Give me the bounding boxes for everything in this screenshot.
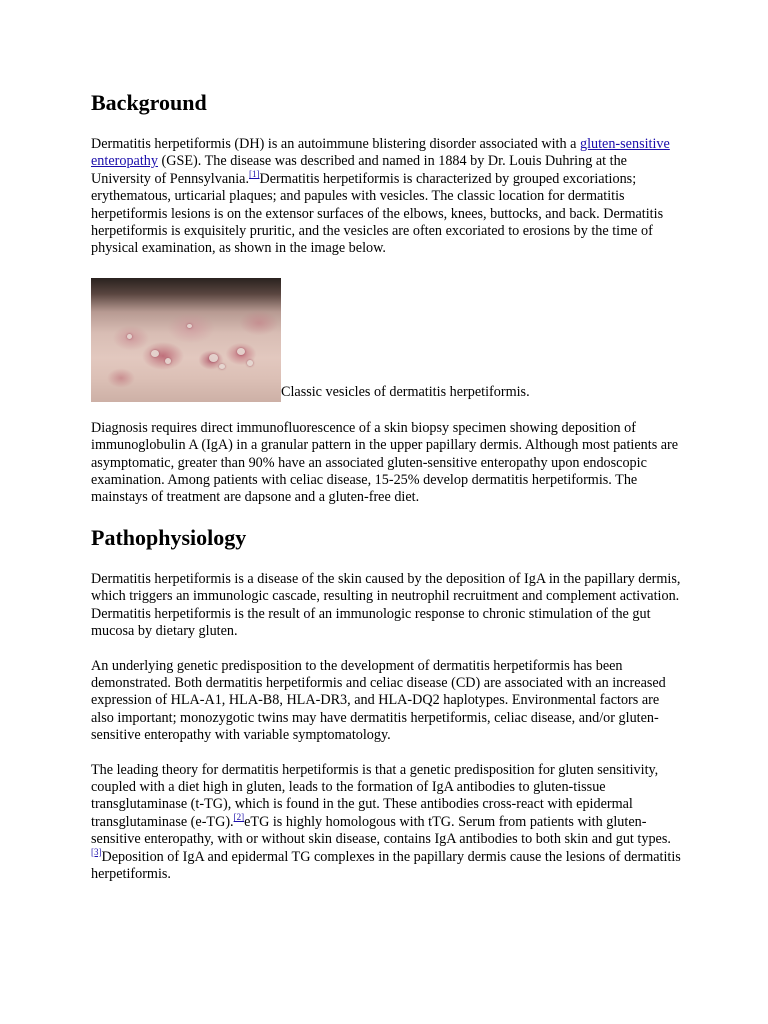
pathophysiology-paragraph-1: Dermatitis herpetiformis is a disease of the skin caused by the deposition of IgA in the papillary dermis, which triggers an immunologic cascade, resulting in neutrophil recruitment and complement activation. Dermatitis herpetiformis is the result of an immunologic response to chronic stimulation of the gut mucosa by dietary gluten. bbox=[91, 570, 681, 640]
figure bbox=[91, 278, 681, 402]
background-paragraph-1 bbox=[91, 136, 681, 258]
section-heading-pathophysiology: Pathophysiology bbox=[91, 524, 247, 550]
text-run: eTG is highly homologous with tTG. Serum from patients with gluten-sensitive enteropathy, with or without skin disease, contains IgA antibodies to both skin and gut types. bbox=[91, 813, 671, 848]
reference-2-link[interactable]: [2] bbox=[233, 811, 245, 822]
gluten-sensitive-enteropathy-link[interactable]: gluten-sensitive enteropathy bbox=[91, 136, 670, 170]
reference-1 bbox=[249, 169, 260, 179]
figure-caption: Classic vesicles of dermatitis herpetiformis. bbox=[281, 384, 530, 401]
section-heading-background: Background bbox=[91, 90, 207, 115]
text-run: Deposition of IgA and epidermal TG complexes in the papillary dermis cause the lesions of dermatitis herpetiformis. bbox=[91, 848, 681, 882]
reference-2 bbox=[234, 812, 245, 822]
reference-3-link[interactable]: [3] bbox=[91, 846, 102, 857]
dermatitis-vesicles-image[interactable] bbox=[91, 278, 281, 402]
text-run: Dermatitis herpetiformis is characterized by grouped excoriations; erythematous, urticarial plaques; and papules with vesicles. The classic location for dermatitis herpetiformis lesions is on the extensor surfaces of the elbows, knees, buttocks, and back. Dermatitis herpetiformis is exquisitely pruritic, and the vesicles are often excoriated to erosions by the time of physical examination, as shown in the image below. bbox=[91, 170, 664, 257]
reference-3 bbox=[91, 847, 102, 857]
pathophysiology-paragraph-2: An underlying genetic predisposition to the development of dermatitis herpetiformis has been demonstrated. Both dermatitis herpetiformis and celiac disease (CD) are associated with an increased expression of HLA-A1, HLA-B8, HLA-DR3, and HLA-DQ2 haplotypes. Environmental factors are also important; monozygotic twins may have dermatitis herpetiformis, celiac disease, and/or gluten-sensitive enteropathy with variable symptomatology. bbox=[91, 657, 666, 744]
text-run: Dermatitis herpetiformis (DH) is an autoimmune blistering disorder associated with a bbox=[91, 136, 580, 152]
text-run: The leading theory for dermatitis herpetiformis is that a genetic predisposition for gluten sensitivity, coupled with a diet high in gluten, leads to the formation of IgA antibodies to gluten-tissue transglutaminase (t-TG), which is found in the gut. These antibodies cross-react with epidermal transglutaminase (e-TG). bbox=[91, 761, 659, 830]
pathophysiology-paragraph-3 bbox=[91, 762, 681, 884]
background-paragraph-2: Diagnosis requires direct immunofluorescence of a skin biopsy specimen showing deposition of immunoglobulin A (IgA) in a granular pattern in the upper papillary dermis. Although most patients are asymptomatic, greater than 90% have an associated gluten-sensitive enteropathy upon endoscopic examination. Among patients with celiac disease, 15-25% develop dermatitis herpetiformis. The mainstays of treatment are dapsone and a gluten-free diet. bbox=[91, 419, 679, 506]
text-run: (GSE). The disease was described and named in 1884 by Dr. Louis Duhring at the University of Pennsylvania. bbox=[91, 153, 627, 187]
reference-1-link[interactable]: [1] bbox=[249, 168, 260, 179]
article bbox=[91, 88, 681, 883]
